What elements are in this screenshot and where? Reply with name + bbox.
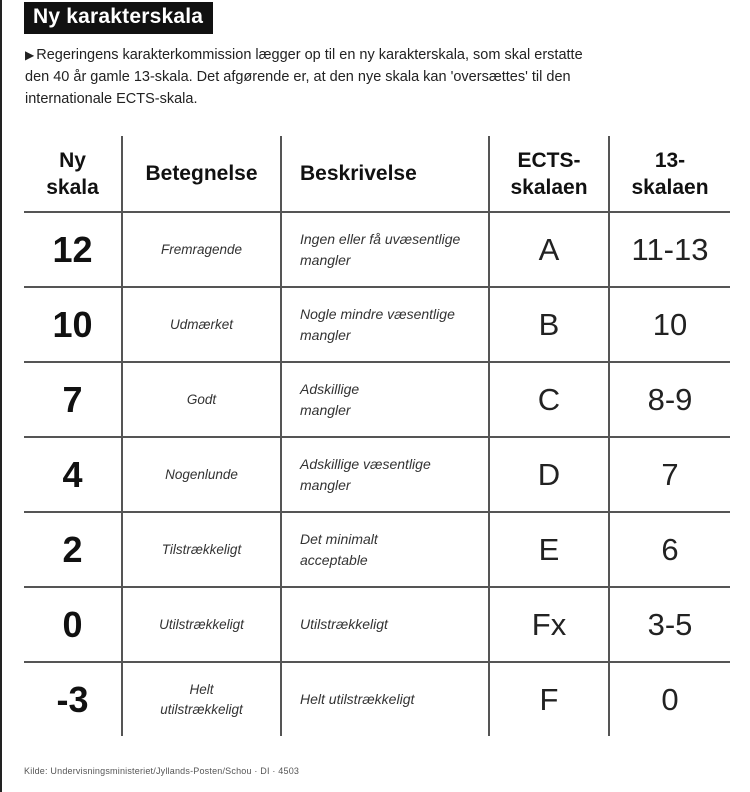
betegnelse-value: Tilstrækkeligt [161, 541, 242, 557]
header-13-skala [608, 136, 730, 211]
beskrivelse-value: Det minimalt acceptable [300, 530, 378, 568]
cell-ects [488, 663, 608, 736]
cell-ects [488, 288, 608, 361]
table-row [24, 511, 730, 586]
cell-betegnelse [121, 438, 280, 511]
header-ny-skala-label: Ny skala [46, 148, 99, 199]
cell-beskrivelse [280, 213, 488, 286]
tretten-value: 11-13 [631, 231, 709, 267]
tretten-value: 0 [661, 681, 679, 717]
cell-ects [488, 438, 608, 511]
cell-ny [24, 363, 121, 436]
cell-13-skala [608, 288, 730, 361]
cell-beskrivelse [280, 363, 488, 436]
beskrivelse-value: Adskillige væsentlige mangler [300, 455, 431, 493]
betegnelse-value: Godt [186, 391, 217, 407]
left-border-rule [0, 0, 2, 792]
cell-ny [24, 288, 121, 361]
grade-table [24, 136, 730, 736]
header-ects-label: ECTS-skalaen [510, 148, 588, 199]
tretten-value: 8-9 [647, 381, 693, 417]
table-row [24, 361, 730, 436]
intro-body: Regeringens karakterkommission lægger op til en ny karakterskala, som skal erstatte den 40 år gamle 13-skala. Det afgørende er, at den nye skala kan 'oversættes' til den internationale ECTS-skala. [25, 47, 583, 107]
ects-value: E [538, 531, 560, 567]
ects-value: D [537, 456, 561, 492]
betegnelse-value: Nogenlunde [165, 466, 238, 482]
cell-13-skala [608, 663, 730, 736]
table-row [24, 211, 730, 286]
betegnelse-value: Helt utilstrækkeligt [160, 681, 243, 717]
cell-betegnelse [121, 663, 280, 736]
table-row [24, 586, 730, 661]
header-beskrivelse [280, 136, 488, 211]
ny-value: 2 [62, 528, 83, 570]
beskrivelse-value: Nogle mindre væsentlige mangler [300, 305, 455, 343]
cell-betegnelse [121, 588, 280, 661]
table-row [24, 661, 730, 736]
ny-value: 0 [62, 603, 83, 645]
cell-ny [24, 588, 121, 661]
cell-13-skala [608, 363, 730, 436]
header-betegnelse [121, 136, 280, 211]
cell-ny [24, 663, 121, 736]
header-beskrivelse-label: Beskrivelse [300, 162, 417, 185]
tretten-value: 10 [652, 306, 688, 342]
cell-13-skala [608, 438, 730, 511]
tretten-value: 7 [661, 456, 679, 492]
beskrivelse-value: Adskillige mangler [300, 380, 360, 418]
beskrivelse-value: Ingen eller få uvæsentlige mangler [300, 230, 461, 268]
cell-13-skala [608, 513, 730, 586]
cell-beskrivelse [280, 438, 488, 511]
cell-13-skala [608, 588, 730, 661]
header-betegnelse-label: Betegnelse [145, 162, 258, 185]
cell-ny [24, 213, 121, 286]
tretten-value: 6 [661, 531, 679, 567]
header-ny-skala [24, 136, 121, 211]
ects-value: Fx [531, 606, 567, 642]
betegnelse-value: Fremragende [160, 241, 243, 257]
cell-betegnelse [121, 513, 280, 586]
cell-betegnelse [121, 288, 280, 361]
beskrivelse-value: Helt utilstrækkeligt [300, 691, 415, 707]
ny-value: 7 [62, 378, 83, 420]
table-header-row [24, 136, 730, 211]
ny-value: 4 [62, 453, 83, 495]
ny-value: -3 [56, 678, 89, 720]
table-row [24, 436, 730, 511]
betegnelse-value: Udmærket [169, 316, 233, 332]
table-row [24, 286, 730, 361]
page-title: Ny karakterskala [24, 2, 213, 34]
cell-ects [488, 513, 608, 586]
arrow-icon: ▶ [25, 48, 35, 62]
ny-value: 10 [52, 303, 93, 345]
ects-value: C [537, 381, 561, 417]
intro-text [25, 44, 585, 110]
betegnelse-value: Utilstrækkeligt [159, 616, 244, 632]
cell-ects [488, 363, 608, 436]
ects-value: F [539, 681, 559, 717]
header-13-skala-label: 13-skalaen [631, 148, 709, 199]
ects-value: B [538, 306, 560, 342]
cell-betegnelse [121, 363, 280, 436]
header-ects [488, 136, 608, 211]
cell-beskrivelse [280, 588, 488, 661]
tretten-value: 3-5 [647, 606, 693, 642]
cell-ects [488, 588, 608, 661]
cell-13-skala [608, 213, 730, 286]
cell-ny [24, 438, 121, 511]
cell-beskrivelse [280, 513, 488, 586]
cell-beskrivelse [280, 663, 488, 736]
cell-beskrivelse [280, 288, 488, 361]
cell-betegnelse [121, 213, 280, 286]
source-credit: Kilde: Undervisningsministeriet/Jyllands-Posten/Schou · DI · 4503 [24, 766, 300, 776]
beskrivelse-value: Utilstrækkeligt [300, 616, 388, 632]
ects-value: A [538, 231, 560, 267]
cell-ects [488, 213, 608, 286]
cell-ny [24, 513, 121, 586]
ny-value: 12 [52, 228, 93, 270]
